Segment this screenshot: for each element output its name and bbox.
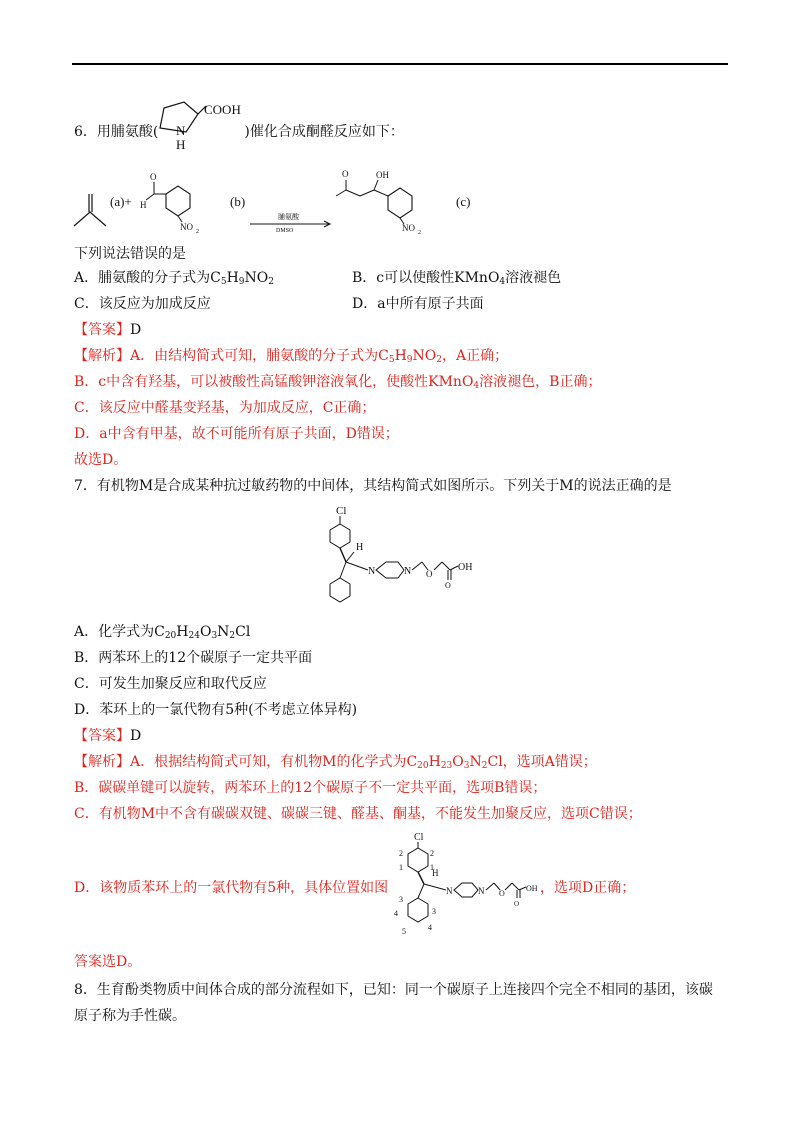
q6-stem: 6．用脯氨酸( )催化合成酮醛反应如下： — [74, 124, 404, 140]
q6-option-a[interactable]: A．脯氨酸的分子式为$C_5H_9NO_2$ — [74, 270, 274, 287]
no2-b: NO — [180, 222, 193, 232]
m-carbonyl-o: O — [445, 581, 451, 590]
svg-text:2: 2 — [196, 229, 199, 235]
svg-text:4: 4 — [394, 909, 398, 918]
svg-text:3: 3 — [399, 895, 403, 904]
svg-text:Cl: Cl — [414, 832, 424, 843]
arrow-solvent: DMSO — [276, 228, 294, 234]
svg-text:2: 2 — [399, 849, 403, 858]
header-rule — [72, 63, 728, 65]
q7-conclusion: 答案选D。 — [74, 954, 142, 970]
svg-text:3: 3 — [432, 907, 436, 916]
q7-answer: 【答案】D — [74, 728, 142, 744]
q8-line1: 8．生育酚类物质中间体合成的部分流程如下，已知：同一个碳原子上连接四个完全不相同的基团，该碳 — [74, 982, 713, 998]
q6-analysis-c: C．该反应中醛基变羟基，为加成反应，C正确； — [74, 400, 376, 416]
m-n2: N — [404, 566, 412, 577]
svg-text:O: O — [499, 889, 505, 898]
aldehyde-o: O — [150, 172, 157, 182]
q6-analysis-b: B．c中含有羟基，可以被酸性高锰酸钾溶液氧化，使酸性KMnO$_4$溶液褪色，B正确； — [74, 374, 602, 391]
svg-text:1: 1 — [399, 863, 403, 872]
svg-text:5: 5 — [402, 927, 406, 936]
svg-text:2: 2 — [418, 230, 421, 236]
compound-m-numbered — [392, 830, 542, 938]
q7-analysis-b: B．碳碳单键可以旋转，两苯环上的12个碳原子不一定共平面，选项B错误； — [74, 780, 547, 796]
q6-analysis-d: D．a中含有甲基，故不可能所有原子共面，D错误； — [74, 426, 399, 442]
label-a: (a)+ — [110, 194, 132, 209]
arrow-catalyst: 脯氨酸 — [278, 213, 299, 221]
q7-stem: 7．有机物M是合成某种抗过敏药物的中间体，其结构简式如图所示。下列关于M的说法正确的是 — [74, 478, 672, 494]
proline-structure — [140, 92, 250, 154]
q7-option-d[interactable]: D．苯环上的一氯代物有5种(不考虑立体异构) — [74, 702, 358, 718]
q6-question: 下列说法错误的是 — [74, 246, 186, 262]
svg-text:4: 4 — [428, 923, 432, 932]
compound-m-structure — [318, 500, 488, 612]
proline-h: H — [176, 137, 186, 152]
m-cl: Cl — [336, 505, 347, 517]
m-h: H — [356, 542, 364, 553]
svg-text:N: N — [446, 886, 453, 896]
product-oh: OH — [376, 170, 389, 180]
q6-conclusion: 故选D。 — [74, 452, 128, 468]
m-oh: OH — [458, 562, 473, 573]
q7-option-c[interactable]: C．可发生加聚反应和取代反应 — [74, 676, 267, 692]
q7-analysis-a: 【解析】A．根据结构简式可知，有机物M的化学式为$C_{20}H_{23}O_3N_2Cl$，选项A错误； — [74, 754, 597, 771]
q7-analysis-d-pre: D．该物质苯环上的一氯代物有5种，具体位置如图 — [74, 880, 389, 896]
svg-text:O: O — [514, 900, 520, 908]
q7-analysis-c: C．有机物M中不含有碳碳双键、碳碳三键、醛基、酮基，不能发生加聚反应，选项C错误； — [74, 806, 642, 822]
q7-analysis-d-post: ，选项D正确； — [540, 880, 636, 896]
label-b: (b) — [230, 194, 246, 209]
m-o: O — [426, 569, 433, 579]
q7-option-a[interactable]: A．化学式为$C_{20}H_{24}O_3N_2Cl$ — [74, 624, 251, 641]
q8-line2: 原子称为手性碳。 — [74, 1008, 186, 1024]
q6-option-d[interactable]: D．a中所有原子共面 — [352, 296, 484, 312]
q6-answer: 【答案】D — [74, 322, 142, 338]
svg-text:N: N — [478, 886, 485, 896]
q6-option-c[interactable]: C．该反应为加成反应 — [74, 296, 211, 312]
q6-option-b[interactable]: B．c可以使酸性KMnO$_4$溶液褪色 — [352, 270, 562, 287]
svg-text:1: 1 — [430, 863, 434, 872]
svg-text:OH: OH — [526, 884, 538, 893]
no2-c: NO — [402, 223, 415, 233]
proline-cooh: COOH — [204, 102, 241, 117]
svg-text:2: 2 — [430, 849, 434, 858]
aldehyde-h: H — [140, 200, 147, 210]
q7-option-b[interactable]: B．两苯环上的12个碳原子一定共平面 — [74, 650, 313, 666]
label-c: (c) — [456, 194, 471, 209]
reaction-scheme — [70, 168, 490, 238]
svg-text:H: H — [432, 868, 439, 878]
proline-n: N — [176, 123, 186, 138]
m-n1: N — [368, 566, 376, 577]
q6-analysis-a: 【解析】A．由结构简式可知，脯氨酸的分子式为$C_5H_9NO_2$，A正确； — [74, 348, 509, 365]
product-o: O — [342, 169, 349, 179]
